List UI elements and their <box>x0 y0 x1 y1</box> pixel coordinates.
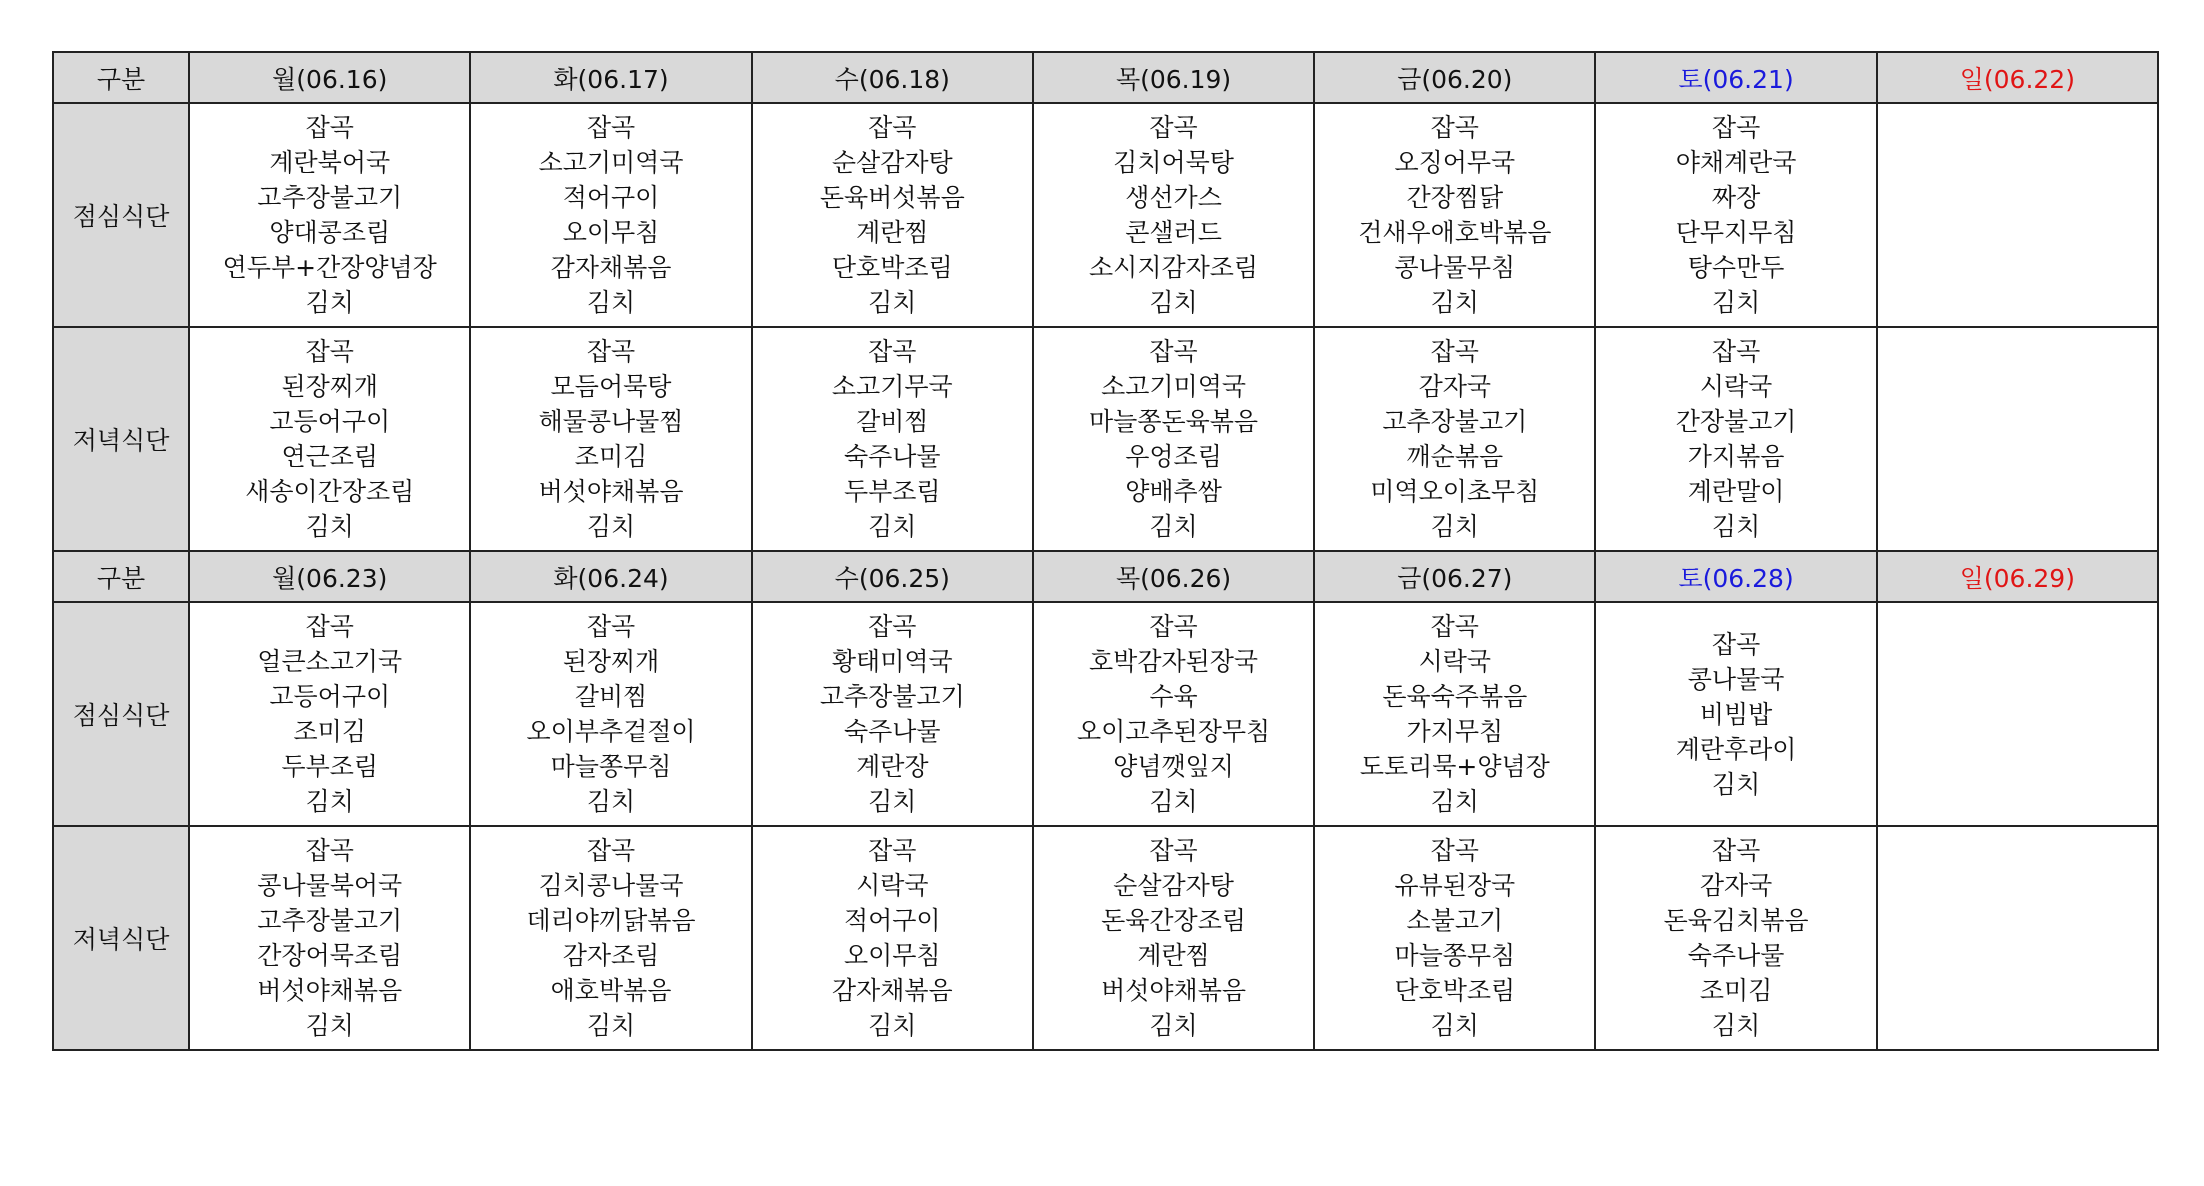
day-header: 금(06.27) <box>1314 551 1595 602</box>
menu-item-list <box>753 110 1032 320</box>
menu-item: 잡곡 <box>1711 836 1761 865</box>
menu-cell <box>1595 327 1876 551</box>
menu-item: 계란북어국 <box>269 148 391 177</box>
menu-cell <box>1595 602 1876 826</box>
menu-cell <box>1314 826 1595 1050</box>
menu-item: 고추장불고기 <box>257 183 403 212</box>
menu-cell <box>1033 826 1314 1050</box>
menu-cell <box>470 327 751 551</box>
menu-cell <box>470 602 751 826</box>
menu-item: 조미김 <box>574 442 648 471</box>
menu-item: 갈비찜 <box>574 682 648 711</box>
menu-item: 잡곡 <box>1149 113 1198 142</box>
menu-item: 잡곡 <box>1430 836 1479 865</box>
meal-plan-table <box>52 51 2159 1051</box>
menu-item: 숙주나물 <box>843 442 941 471</box>
menu-cell <box>1595 826 1876 1050</box>
menu-item: 김치 <box>305 1011 354 1040</box>
day-header: 월(06.23) <box>189 551 470 602</box>
menu-item: 고추장불고기 <box>257 906 403 935</box>
menu-item: 얼큰소고기국 <box>257 647 403 676</box>
menu-item: 고등어구이 <box>269 682 391 711</box>
menu-item: 조미김 <box>293 717 366 746</box>
menu-item: 버섯야채볶음 <box>1101 976 1246 1005</box>
menu-item: 감자채볶음 <box>831 976 953 1005</box>
meal-row <box>53 327 2158 551</box>
menu-item: 깨순볶음 <box>1406 442 1504 471</box>
menu-item: 소고기미역국 <box>538 148 684 177</box>
menu-item: 숙주나물 <box>843 717 941 746</box>
menu-item: 된장찌개 <box>562 647 660 676</box>
menu-item: 잡곡 <box>1149 337 1198 366</box>
menu-item: 김치 <box>1430 288 1479 317</box>
menu-item: 건새우애호박볶음 <box>1358 218 1552 247</box>
menu-item: 콩나물북어국 <box>257 871 403 900</box>
menu-item: 호박감자된장국 <box>1089 647 1259 676</box>
menu-item: 소고기무국 <box>831 372 953 401</box>
menu-item: 김치 <box>1711 1011 1761 1040</box>
menu-item-list <box>1596 110 1875 320</box>
menu-item: 김치콩나물국 <box>538 871 684 900</box>
menu-item: 두부조림 <box>281 752 379 781</box>
menu-item: 간장찜닭 <box>1406 183 1504 212</box>
menu-item: 소시지감자조림 <box>1089 253 1259 282</box>
menu-item-list <box>471 110 750 320</box>
menu-cell <box>1877 103 2158 327</box>
menu-item: 생선가스 <box>1125 183 1222 212</box>
menu-cell <box>470 826 751 1050</box>
menu-item: 잡곡 <box>586 337 636 366</box>
menu-item: 잡곡 <box>305 337 354 366</box>
menu-item: 버섯야채볶음 <box>538 477 684 506</box>
day-header: 화(06.17) <box>470 52 751 103</box>
menu-cell <box>189 103 470 327</box>
menu-item: 잡곡 <box>1711 113 1761 142</box>
menu-item: 계란말이 <box>1687 477 1785 506</box>
menu-cell <box>1877 327 2158 551</box>
menu-item: 감자채볶음 <box>550 253 672 282</box>
menu-item: 순살감자탕 <box>831 148 953 177</box>
menu-item: 시락국 <box>856 871 929 900</box>
day-header: 목(06.19) <box>1033 52 1314 103</box>
header-label: 구분 <box>53 551 189 602</box>
menu-item-list <box>753 334 1032 544</box>
menu-item: 마늘쫑무침 <box>1394 941 1516 970</box>
menu-item: 돈육숙주볶음 <box>1382 682 1528 711</box>
day-header: 토(06.21) <box>1595 52 1876 103</box>
menu-item: 양념깻잎지 <box>1113 752 1234 781</box>
menu-item: 소불고기 <box>1406 906 1504 935</box>
menu-item: 콩나물국 <box>1687 664 1785 694</box>
menu-cell <box>752 327 1033 551</box>
menu-cell <box>1877 826 2158 1050</box>
menu-item: 우엉조림 <box>1125 442 1222 471</box>
menu-item-list <box>1315 833 1594 1043</box>
menu-item-list <box>1315 110 1594 320</box>
header-label: 구분 <box>53 52 189 103</box>
menu-item: 김치 <box>1711 769 1761 799</box>
menu-item: 가지볶음 <box>1687 442 1785 471</box>
menu-item: 김치 <box>868 512 917 541</box>
menu-item-list <box>190 334 469 544</box>
menu-item: 숙주나물 <box>1687 941 1785 970</box>
menu-item: 탕수만두 <box>1687 253 1785 282</box>
menu-item: 김치 <box>1711 512 1761 541</box>
menu-item-list <box>1596 833 1875 1043</box>
menu-item: 오이부추겉절이 <box>526 717 696 746</box>
menu-item: 계란후라이 <box>1675 734 1797 764</box>
menu-item: 유뷰된장국 <box>1394 871 1516 900</box>
menu-item: 된장찌개 <box>281 372 379 401</box>
menu-item: 도토리묵+양념장 <box>1359 752 1550 781</box>
menu-item-list <box>471 609 750 819</box>
menu-item: 계란찜 <box>1137 941 1210 970</box>
day-header: 일(06.29) <box>1877 551 2158 602</box>
meal-plan-sheet <box>52 51 2159 1051</box>
menu-item: 가지무침 <box>1406 717 1504 746</box>
menu-item: 오이무침 <box>843 941 941 970</box>
menu-item: 오이무침 <box>562 218 660 247</box>
menu-item: 감자조림 <box>562 941 660 970</box>
menu-item: 오이고추된장무침 <box>1076 717 1271 746</box>
menu-item: 김치 <box>305 288 354 317</box>
menu-cell <box>1033 103 1314 327</box>
menu-item: 김치 <box>868 288 917 317</box>
menu-item: 김치 <box>1149 288 1198 317</box>
menu-item: 연근조림 <box>281 442 379 471</box>
menu-item: 단호박조림 <box>831 253 953 282</box>
menu-item: 적어구이 <box>843 906 941 935</box>
menu-cell <box>752 103 1033 327</box>
day-header: 목(06.26) <box>1033 551 1314 602</box>
menu-item: 양대콩조림 <box>269 218 391 247</box>
menu-cell <box>1033 602 1314 826</box>
menu-item-list <box>1596 627 1875 802</box>
day-header: 수(06.25) <box>752 551 1033 602</box>
menu-item: 애호박볶음 <box>550 976 672 1005</box>
menu-item: 김치 <box>1430 787 1479 816</box>
menu-item: 김치 <box>1430 1011 1479 1040</box>
menu-item: 잡곡 <box>305 612 354 641</box>
menu-item: 양배추쌈 <box>1125 477 1222 506</box>
menu-item: 고추장불고기 <box>819 682 965 711</box>
menu-cell <box>1033 327 1314 551</box>
menu-item: 짜장 <box>1711 183 1761 212</box>
menu-item: 미역오이초무침 <box>1370 477 1540 506</box>
menu-item: 김치 <box>586 512 636 541</box>
menu-item: 비빔밥 <box>1699 699 1773 729</box>
day-header: 월(06.16) <box>189 52 470 103</box>
menu-item: 김치 <box>586 787 636 816</box>
menu-item: 두부조림 <box>843 477 941 506</box>
menu-item: 단무지무침 <box>1675 218 1797 247</box>
menu-item: 김치 <box>1149 787 1198 816</box>
menu-item: 단호박조림 <box>1394 976 1516 1005</box>
menu-item: 김치 <box>1430 512 1479 541</box>
menu-item-list <box>753 609 1032 819</box>
menu-item-list <box>1034 833 1313 1043</box>
menu-item: 해물콩나물찜 <box>538 407 684 436</box>
menu-item: 잡곡 <box>868 612 917 641</box>
menu-item: 고등어구이 <box>269 407 391 436</box>
day-header: 화(06.24) <box>470 551 751 602</box>
menu-cell <box>1314 103 1595 327</box>
menu-cell <box>189 602 470 826</box>
menu-item: 고추장불고기 <box>1382 407 1528 436</box>
menu-item: 김치 <box>586 1011 636 1040</box>
menu-item: 잡곡 <box>305 836 354 865</box>
menu-item: 감자국 <box>1699 871 1773 900</box>
menu-item: 새송이간장조림 <box>245 477 415 506</box>
menu-item: 잡곡 <box>1711 337 1761 366</box>
menu-item: 돈육버섯볶음 <box>819 183 965 212</box>
menu-item: 김치 <box>1149 1011 1198 1040</box>
menu-item: 김치 <box>305 512 354 541</box>
menu-cell <box>470 103 751 327</box>
menu-item: 잡곡 <box>586 113 636 142</box>
menu-item: 돈육김치볶음 <box>1663 906 1809 935</box>
menu-item: 황태미역국 <box>831 647 953 676</box>
menu-item: 야채계란국 <box>1675 148 1797 177</box>
menu-item: 연두부+간장양념장 <box>222 253 437 282</box>
menu-cell <box>752 826 1033 1050</box>
menu-item-list <box>190 110 469 320</box>
meal-row <box>53 602 2158 826</box>
meal-row <box>53 826 2158 1050</box>
menu-item: 계란찜 <box>856 218 929 247</box>
menu-cell <box>752 602 1033 826</box>
menu-item: 감자국 <box>1418 372 1492 401</box>
menu-item: 콘샐러드 <box>1125 218 1222 247</box>
menu-item-list <box>471 334 750 544</box>
menu-item: 김치 <box>868 787 917 816</box>
menu-item: 간장어묵조림 <box>257 941 403 970</box>
menu-item: 소고기미역국 <box>1101 372 1246 401</box>
meal-label: 점심식단 <box>53 602 189 826</box>
menu-item: 잡곡 <box>1430 113 1479 142</box>
menu-item: 김치 <box>1149 512 1198 541</box>
menu-item: 잡곡 <box>868 113 917 142</box>
menu-item-list <box>1315 609 1594 819</box>
meal-row <box>53 103 2158 327</box>
menu-item-list <box>471 833 750 1043</box>
meal-label: 저녁식단 <box>53 327 189 551</box>
menu-item: 잡곡 <box>1149 612 1198 641</box>
menu-item: 수육 <box>1149 682 1198 711</box>
menu-item: 버섯야채볶음 <box>257 976 403 1005</box>
menu-item: 김치 <box>1711 288 1761 317</box>
menu-item: 잡곡 <box>1430 337 1479 366</box>
menu-cell <box>1314 327 1595 551</box>
menu-item: 오징어무국 <box>1394 148 1516 177</box>
menu-item: 돈육간장조림 <box>1101 906 1246 935</box>
menu-item: 잡곡 <box>1711 629 1761 659</box>
menu-item: 콩나물무침 <box>1394 253 1516 282</box>
menu-item: 잡곡 <box>586 612 636 641</box>
menu-item: 갈비찜 <box>856 407 929 436</box>
week-header-row <box>53 52 2158 103</box>
day-header: 일(06.22) <box>1877 52 2158 103</box>
menu-item: 조미김 <box>1699 976 1773 1005</box>
menu-item: 김치 <box>868 1011 917 1040</box>
menu-item-list <box>190 833 469 1043</box>
menu-item: 잡곡 <box>586 836 636 865</box>
menu-item: 잡곡 <box>868 836 917 865</box>
menu-item: 김치 <box>586 288 636 317</box>
menu-cell <box>189 327 470 551</box>
menu-item: 간장불고기 <box>1675 407 1797 436</box>
day-header: 금(06.20) <box>1314 52 1595 103</box>
menu-item: 모듬어묵탕 <box>550 372 672 401</box>
day-header: 토(06.28) <box>1595 551 1876 602</box>
menu-cell <box>189 826 470 1050</box>
menu-item-list <box>1596 334 1875 544</box>
menu-cell <box>1877 602 2158 826</box>
menu-item: 시락국 <box>1699 372 1773 401</box>
menu-item: 잡곡 <box>1149 836 1198 865</box>
menu-item: 잡곡 <box>305 113 354 142</box>
week-header-row <box>53 551 2158 602</box>
menu-item: 김치 <box>305 787 354 816</box>
menu-item: 데리야끼닭볶음 <box>526 906 696 935</box>
menu-item: 잡곡 <box>868 337 917 366</box>
day-header: 수(06.18) <box>752 52 1033 103</box>
meal-label: 저녁식단 <box>53 826 189 1050</box>
menu-item: 마늘쫑무침 <box>550 752 672 781</box>
menu-item: 김치어묵탕 <box>1113 148 1234 177</box>
menu-item: 시락국 <box>1418 647 1492 676</box>
menu-item: 잡곡 <box>1430 612 1479 641</box>
menu-item-list <box>1034 334 1313 544</box>
menu-item-list <box>190 609 469 819</box>
menu-item: 계란장 <box>856 752 929 781</box>
menu-item-list <box>1034 609 1313 819</box>
menu-item: 적어구이 <box>562 183 660 212</box>
menu-item: 순살감자탕 <box>1113 871 1234 900</box>
menu-cell <box>1314 602 1595 826</box>
menu-cell <box>1595 103 1876 327</box>
menu-item: 마늘쫑돈육볶음 <box>1089 407 1259 436</box>
menu-item-list <box>1315 334 1594 544</box>
menu-item-list <box>1034 110 1313 320</box>
meal-label: 점심식단 <box>53 103 189 327</box>
menu-item-list <box>753 833 1032 1043</box>
